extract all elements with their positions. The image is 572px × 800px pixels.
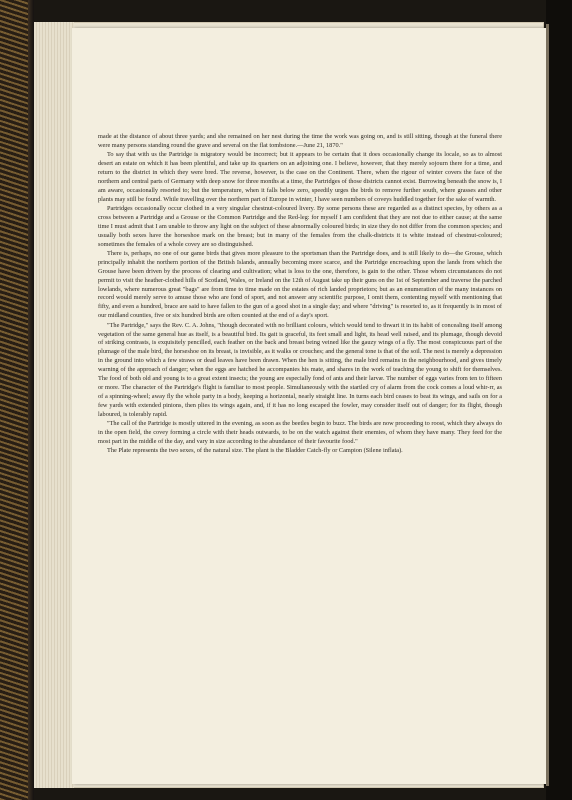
paragraph-6: "The call of the Partridge is mostly uttered in the evening, as soon as the beetles begin to buzz. The birds are now proceeding to roost, which they always do in the open field, the covey forming a circle with their heads outwards, to be on the watch against their enemies, of whom they have many. They feed for the most part in the middle of the day, and vary in size according to the abundance of their favourite food." bbox=[98, 419, 502, 445]
book-binding-right bbox=[546, 0, 572, 800]
paragraph-3: Partridges occasionally occur clothed in a very singular chestnut-coloured livery. By some persons these are regarded as a distinct species, by others as a cross between a Partridge and a Grouse or the Common Partridge and the Red-leg: for myself I am confident that they are not due to either cause; at the same time I must admit that I am unable to throw any light on the subject of these abnormally coloured birds; in size they do not differ from the common species; and usually both sexes have the horseshoe mark on the breast; but in many of the females from the chalk-districts it is white instead of chestnut-coloured; sometimes the females of a whole covey are so distinguished. bbox=[98, 205, 502, 248]
paragraph-1: made at the distance of about three yards; and she remained on her nest during the time the work was going on, and is still sitting, though at the funeral there were many persons standing round the grave and several on the flat tombstone.—June 21, 1870." bbox=[98, 133, 502, 149]
body-text bbox=[98, 133, 502, 456]
paragraph-5: "The Partridge," says the Rev. C. A. Johns, "though decorated with no brilliant colours, which would tend to thwart it in its habit of concealing itself among vegetation of the same general hue as itself, is a beautiful bird. Its gait is graceful, its feet small and light, its head well raised, and its plumage, though devoid of striking contrasts, is exquisitely pencilled, each feather on the back and breast being veined like the gauzy wings of a fly. The most conspicuous part of the plumage of the male bird, the horseshoe on its breast, is invisible, as it walks or crouches; and the general tone is that of the soil. The nest is merely a depression in the ground into which a few straws or dead leaves have been drawn. When the hen is sitting, the male bird remains in the neighbourhood, and gives timely warning of the approach of danger; when the eggs are hatched he accompanies his mate, and shares in the work of teaching the young to shift for themselves. The food of both old and young is to a great extent insects; the young are especially fond of ants and their larvæ. The number of eggs varies from ten to fifteen or more. The character of the Partridge's flight is familiar to most people. Simultaneously with the startled cry of alarm from the cock comes a loud whir-rr, as of a spinning-wheel; away fly the whole party in a body, keeping a horizontal, nearly straight line. In turns each bird ceases to beat its wings, and sails on for a few yards with extended pinions, then plies its wings again, and, if it has no long escaped the fowler, may consider itself out of danger; for its flight, though laboured, is tolerably rapid. bbox=[98, 321, 503, 418]
paragraph-7: The Plate represents the two sexes, of the natural size. The plant is the Bladder Catch-fly or Campion (Silene inflata). bbox=[107, 447, 403, 455]
page-edges bbox=[34, 22, 74, 788]
book-binding-left bbox=[0, 0, 34, 800]
paragraph-2: To say that with us the Partridge is migratory would be incorrect; but it appears to be certain that it does occasionally change its locale, so as to almost desert an estate on which it has been plentiful, and take up its quarters on an adjoining one. I believe, however, that they merely sojourn there for a time, and return to the district in which they were bred. The reverse, however, is the case on the Continent. There, when the rigour of winter covers the face of the northern and central parts of Germany with deep snow for three months at a time, the Partridges of those districts cannot exist. Burrowing beneath the snow is, I am aware, occasionally resorted to; but the temperature, when it falls below zero, speedily urges the birds to remove further south, where grasses and other plants may still be found. While travelling over the northern part of Europe in winter, I have seen numbers of coveys huddled together for the sake of warmth. bbox=[98, 151, 502, 203]
paragraph-4: There is, perhaps, no one of our game birds that gives more pleasure to the sportsman than the Partridge does, and is still likely to do—the Grouse, which principally inhabit the northern portion of the British Islands, annually becoming more scarce, and the Partridge encroaching upon the lands from which the Grouse have been driven by the process of clearing and cultivation; what is loss to the one, therefore, is gain to the other. Those whom circumstances do not permit to visit the heather-clothed hills of Scotland, Wales, or Ireland on the 12th of August take up their guns on the 1st of September and traverse the parched lowlands, where numerous great "bags" are from time to time made on the estates of rich landed proprietors; but as an enumeration of the many instances on record would merely serve to amuse those who are fond of sport, and not answer any scientific purpose, I omit them, contenting myself with mentioning that fifty, and even a hundred, brace are said to have fallen to the gun of a good shot in a single day; and where "driving" is resorted to, as it frequently is in most of our midland counties, five or six hundred birds are often counted at the end of a day's sport. bbox=[98, 249, 502, 320]
